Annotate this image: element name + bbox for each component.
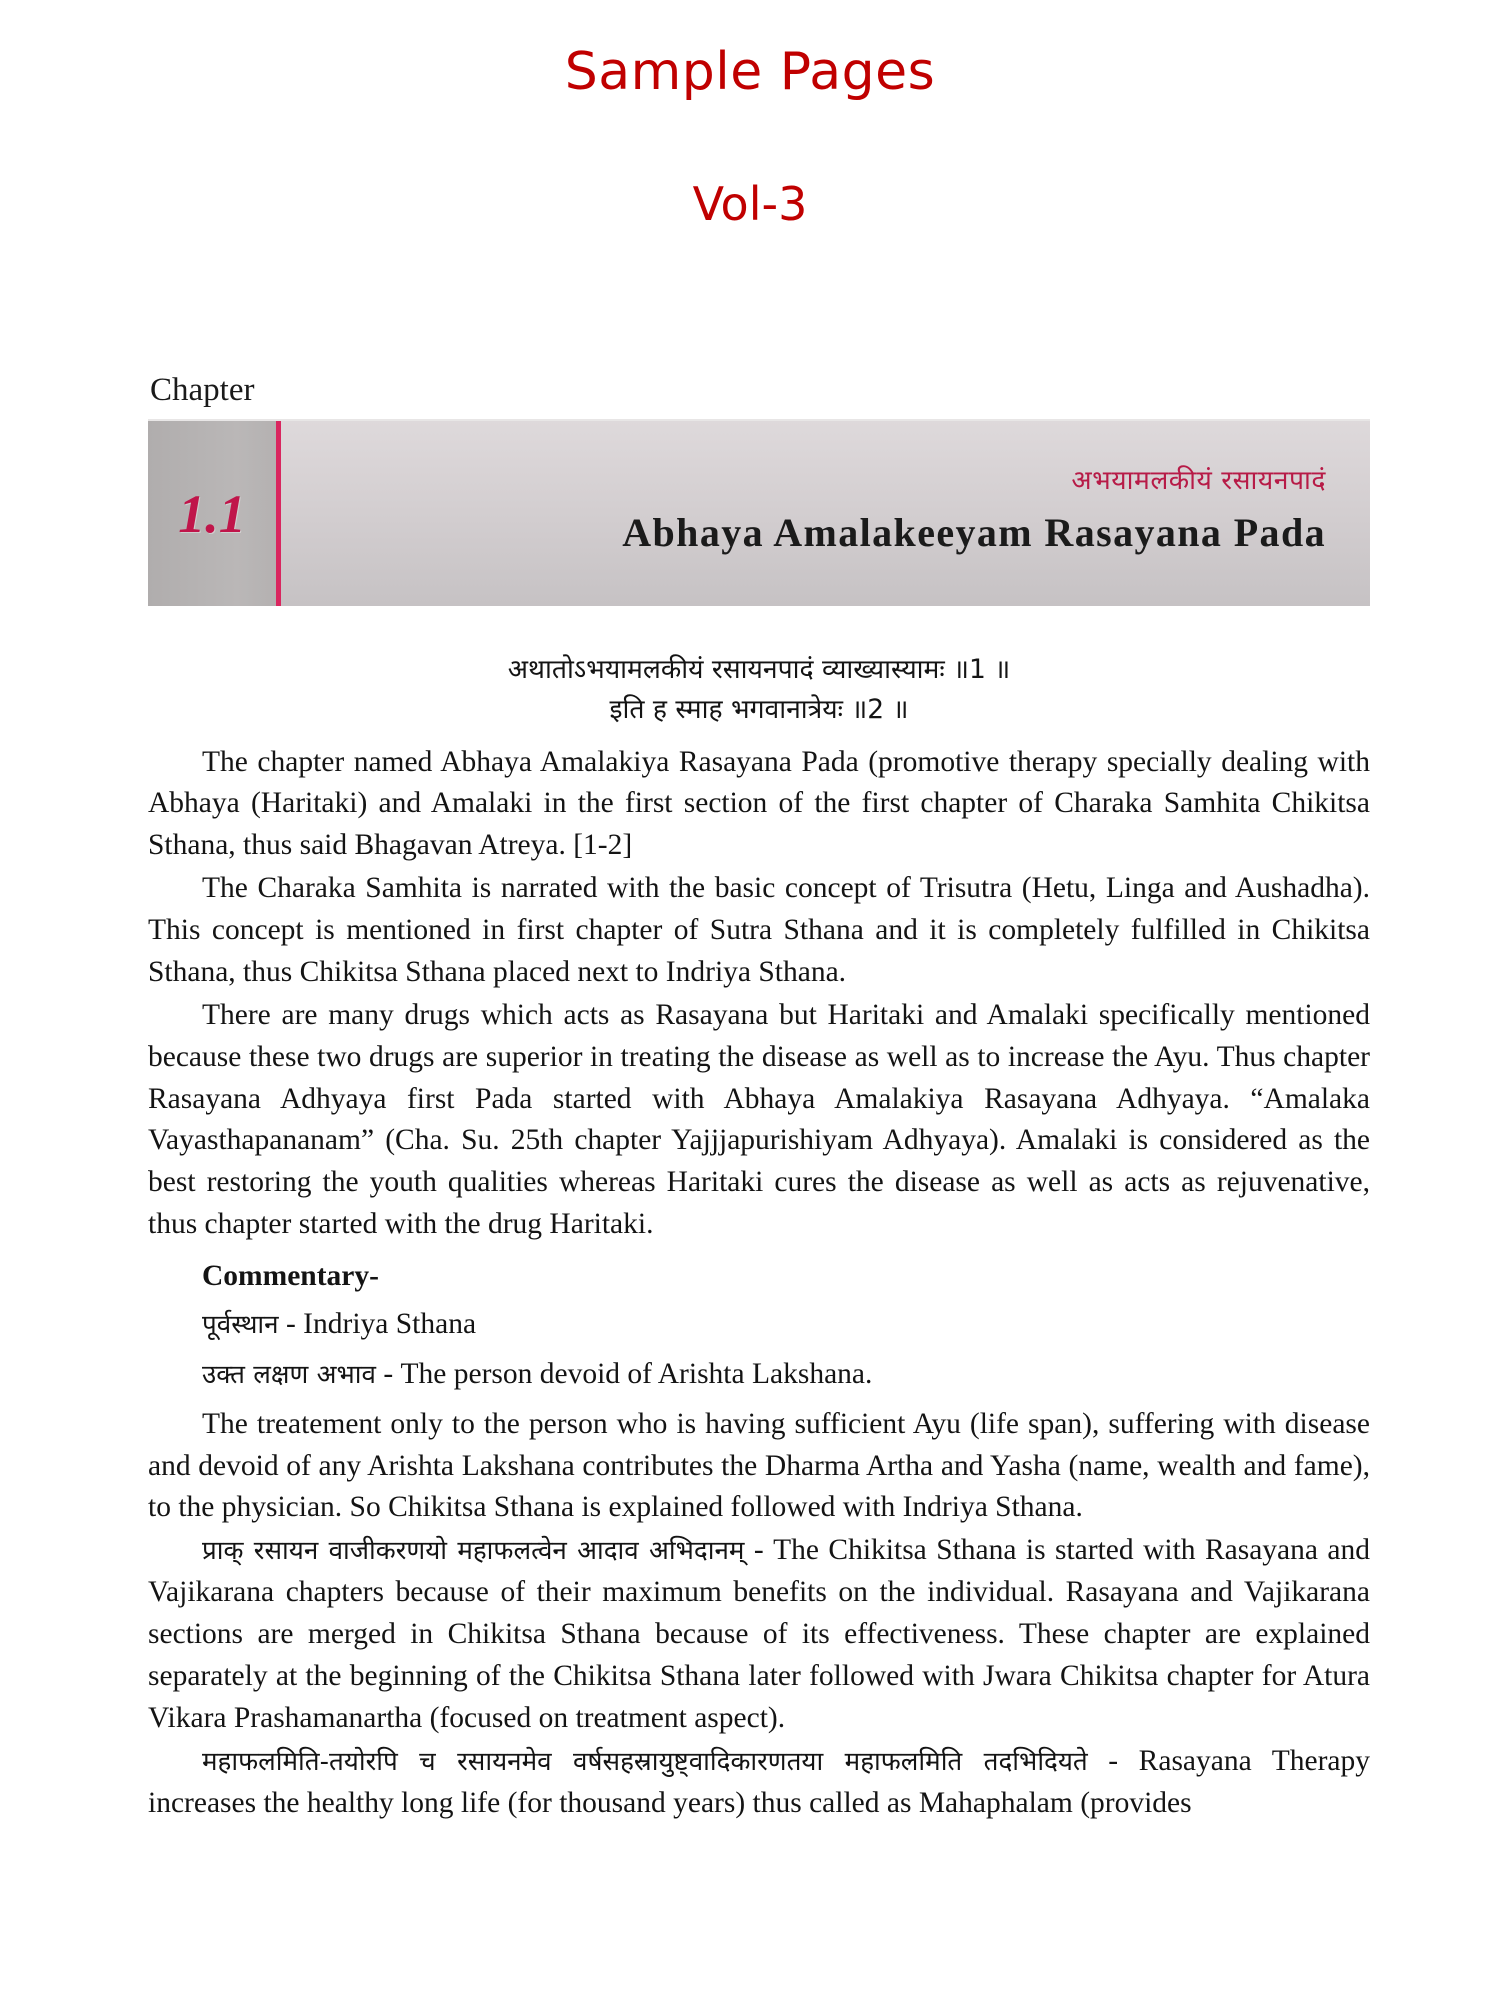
sample-pages-banner [0, 0, 1500, 230]
mixed-paragraph-devanagari: प्राक् रसायन वाजीकरणयो महाफलत्वेन आदाव अभिदानम् [202, 1536, 745, 1567]
chapter-title-english: Abhaya Amalakeeyam Rasayana Pada [622, 509, 1326, 555]
mixed-paragraph-devanagari: महाफलमिति-तयोरपि च रसायनमेव वर्षसहस्रायुष्ट्वादिकारणतया महाफलमिति तदभिदियते [202, 1746, 1088, 1777]
mixed-paragraph [148, 1530, 1370, 1739]
paragraph: The treatement only to the person who is having sufficient Ayu (life span), suffering with disease and devoid of any Arishta Lakshana contributes the Dharma Artha and Yasha (name, wealth and fame), to the physician. So Chikitsa Sthana is explained followed with Indriya Sthana. [148, 1407, 1370, 1524]
banner-title: Sample Pages [564, 42, 936, 102]
chapter-label: Chapter [150, 372, 255, 408]
gloss-term: उक्त लक्षण अभाव [202, 1359, 376, 1390]
mixed-paragraph [148, 1741, 1370, 1825]
gloss-item [202, 1354, 1370, 1396]
gloss-text: - Indriya Sthana [278, 1307, 477, 1340]
mixed-paragraph-english: - The Chikitsa Sthana is started with Rasayana and Vajikarana chapters because of their maximum benefits on the individual. Rasayana and Vajikarana sections are merged in Chikitsa Sthana because of its effectiveness. These chapter are explained separately at the beginning of the Chikitsa Sthana later followed with Jwara Chikitsa chapter for Atura Vikara Prashamanartha (focused on treatment aspect). [148, 1534, 1370, 1734]
gloss-item [202, 1304, 1370, 1346]
gloss-term: पूर्वस्थान [202, 1309, 279, 1340]
chapter-number-box [148, 421, 281, 606]
book-page-scan [148, 372, 1370, 1825]
verse-line-2: इति ह स्माह भगवानात्रेयः ॥2 ॥ [609, 693, 909, 725]
verse-line-1: अथातोऽभयामलकीयं रसायनपादं व्याख्यास्यामः ॥1 ॥ [507, 654, 1011, 685]
page-body [148, 650, 1370, 1824]
mixed-paragraph-english: - Rasayana Therapy increases the healthy long life (for thousand years) thus called as Mahaphalam (provides [148, 1744, 1370, 1819]
commentary-heading: Commentary- [202, 1260, 379, 1292]
paragraph: The chapter named Abhaya Amalakiya Rasayana Pada (promotive therapy specially dealing with Abhaya (Haritaki) and Amalaki in the first section of the first chapter of Charaka Samhita Chikitsa Sthana, thus said Bhagavan Atreya. [1-2] [148, 745, 1370, 862]
chapter-title-block [281, 421, 1370, 606]
paragraph: There are many drugs which acts as Rasayana but Haritaki and Amalaki specifically mentioned because these two drugs are superior in treating the disease as well as to increase the Ayu. Thus chapter Rasayana Adhyaya first Pada started with Abhaya Amalakiya Rasayana Adhyaya. “Amalaka Vayasthapananam” (Cha. Su. 25th chapter Yajjjapurishiyam Adhyaya). Amalaki is considered as the best restoring the youth qualities whereas Haritaki cures the disease as well as acts as rejuvenative, thus chapter started with the drug Haritaki. [148, 998, 1370, 1241]
chapter-number: 1.1 [178, 483, 246, 544]
opening-verse [148, 650, 1370, 730]
paragraph: The Charaka Samhita is narrated with the basic concept of Trisutra (Hetu, Linga and Aushadha). This concept is mentioned in first chapter of Sutra Sthana and it is completely fulfilled in Chikitsa Sthana, thus Chikitsa Sthana placed next to Indriya Sthana. [148, 872, 1370, 988]
chapter-title-sanskrit: अभयामलकीयं रसायनपादं [1071, 465, 1326, 497]
banner-volume: Vol-3 [692, 177, 808, 232]
gloss-text: - The person devoid of Arishta Lakshana. [375, 1357, 873, 1390]
chapter-header-band [148, 419, 1370, 606]
